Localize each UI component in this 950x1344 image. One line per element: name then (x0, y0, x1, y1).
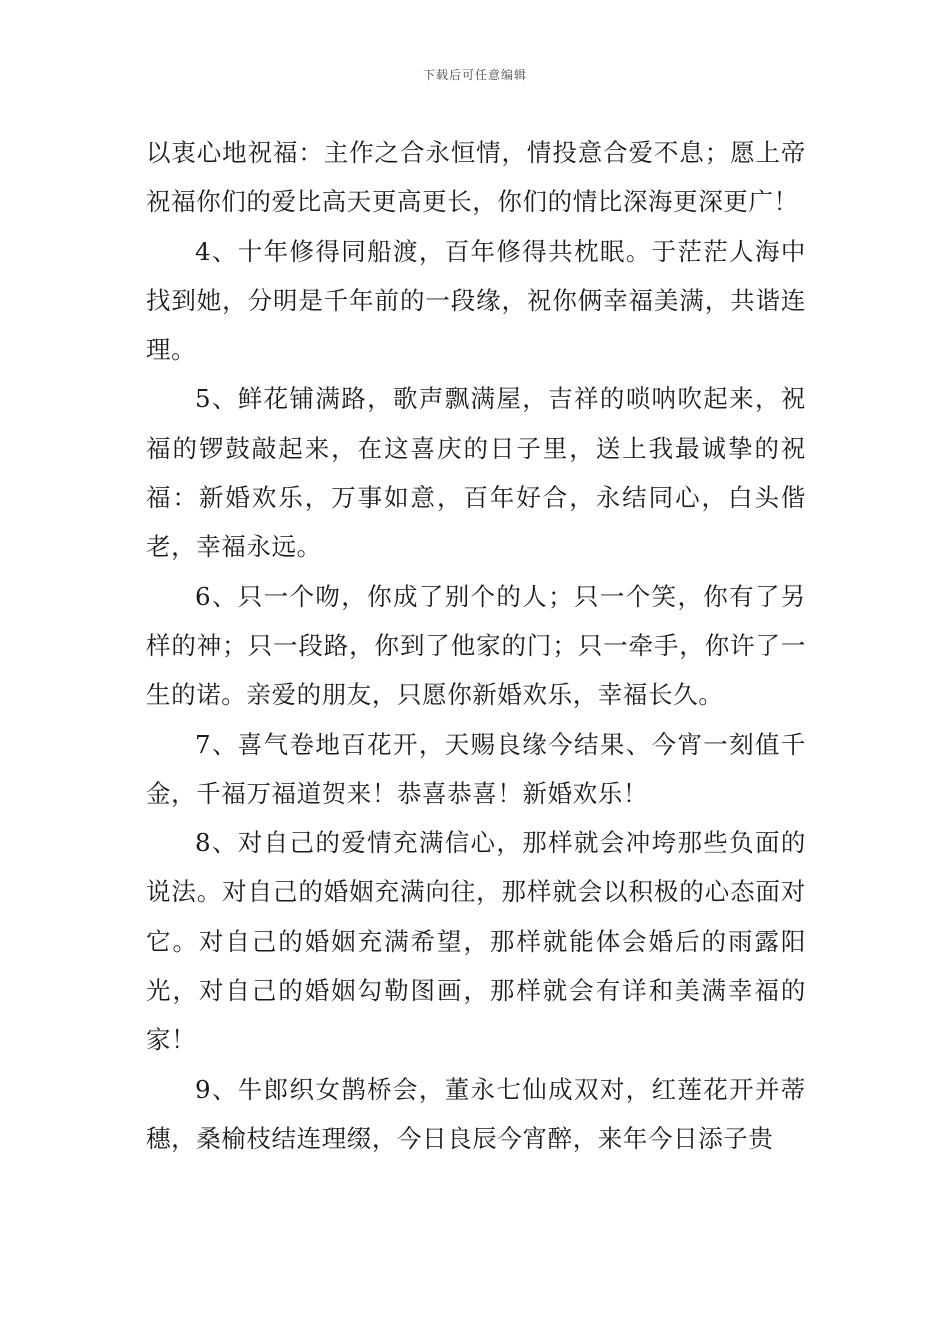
paragraph-item-5: 5、鲜花铺满路，歌声飘满屋，吉祥的唢呐吹起来，祝福的锣鼓敲起来，在这喜庆的日子里，送上我最诚挚的祝福：新婚欢乐，万事如意，百年好合，永结同心，白头偕老，幸福永远。 (146, 384, 806, 562)
paragraph-continued: 以衷心地祝福：主作之合永恒情，情投意合爱不息；愿上帝祝福你们的爱比高天更高更长，你们的情比深海更深更广！ (146, 138, 806, 217)
paragraph-item-4: 4、十年修得同船渡，百年修得共枕眠。于茫茫人海中找到她，分明是千年前的一段缘，祝你俩幸福美满，共谐连理。 (146, 236, 806, 365)
page-header-note: 下载后可任意编辑 (422, 68, 527, 82)
document-body (146, 128, 806, 1163)
paragraph-item-7: 7、喜气卷地百花开，天赐良缘今结果、今宵一刻值千金，千福万福道贺来！恭喜恭喜！新婚欢乐！ (146, 729, 806, 808)
paragraph-item-8: 8、对自己的爱情充满信心，那样就会冲垮那些负面的说法。对自己的婚姻充满向往，那样就会以积极的心态面对它。对自己的婚姻充满希望，那样就能体会婚后的雨露阳光，对自己的婚姻勾勒图画，那样就会有详和美满幸福的家！ (146, 828, 806, 1055)
paragraph-item-6: 6、只一个吻，你成了别个的人；只一个笑，你有了另样的神；只一段路，你到了他家的门；只一牵手，你许了一生的诺。亲爱的朋友，只愿你新婚欢乐，幸福长久。 (146, 581, 806, 710)
paragraph-item-9: 9、牛郎织女鹊桥会，董永七仙成双对，红莲花开并蒂穗，桑榆枝结连理缀，今日良辰今宵醉，来年今日添子贵 (146, 1074, 806, 1153)
